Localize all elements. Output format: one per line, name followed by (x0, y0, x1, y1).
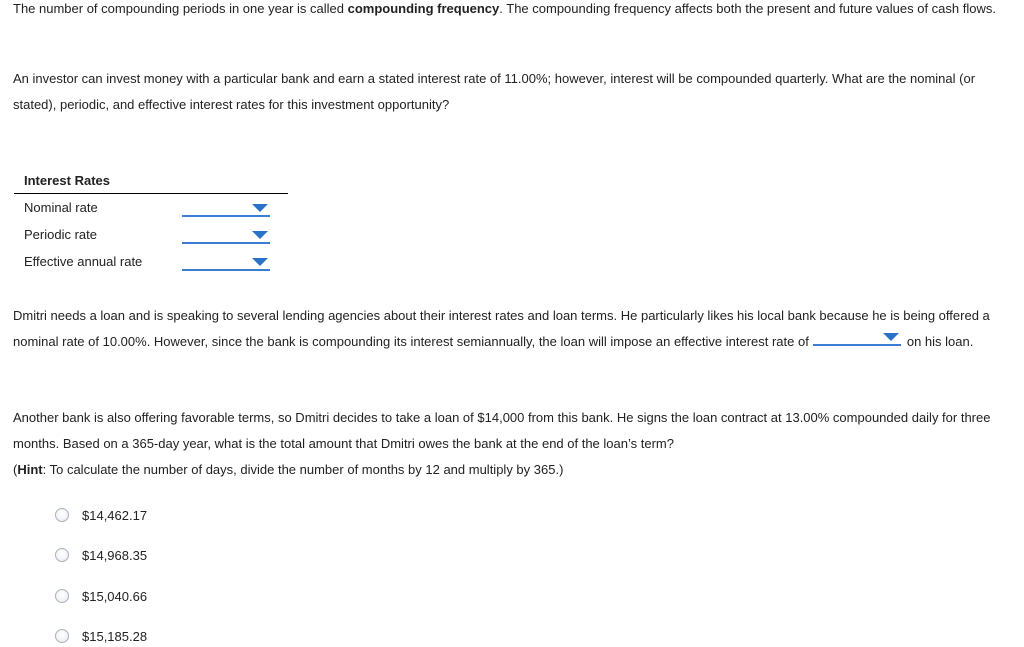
answer-option-label: $14,462.17 (82, 508, 148, 523)
answer-option-label: $14,968.35 (82, 548, 148, 563)
radio-button[interactable] (55, 508, 69, 522)
answer-option-label: $15,185.28 (82, 629, 148, 644)
radio-button[interactable] (55, 629, 69, 643)
question1-text: An investor can invest money with a particular bank and earn a stated interest rate of 11.00%; however, interest will be compounded quarterly. What are the nominal (or stated), periodic, and effective interest rates for this investment opportunity? (13, 71, 976, 112)
chevron-down-icon (252, 204, 268, 212)
intro-text-end: . The compounding frequency affects both the present and future values of cash flows. (499, 1, 996, 16)
rate-label-periodic: Periodic rate (24, 227, 97, 242)
question2-text-end: on his loan. (906, 334, 974, 349)
hint-label: Hint (17, 462, 43, 477)
question2-paragraph (13, 303, 1003, 355)
intro-paragraph (13, 0, 1003, 22)
chevron-down-icon (252, 258, 268, 266)
intro-bold-term: compounding frequency (347, 1, 500, 16)
radio-button[interactable] (55, 589, 69, 603)
question3-text: Another bank is also offering favorable terms, so Dmitri decides to take a loan of $14,000 from this bank. He signs the loan contract at 13.00% compounded daily for three months. Based on a 365-day year, what is the total amount that Dmitri owes the bank at the end of the loan’s term? (13, 410, 991, 451)
chevron-down-icon (883, 333, 899, 341)
hint-text: : To calculate the number of days, divide the number of months by 12 and multiply by 365.) (42, 462, 564, 477)
radio-button[interactable] (55, 548, 69, 562)
hint-open-paren: ( (13, 462, 18, 477)
interest-rates-table (14, 170, 288, 275)
rate-row-periodic (14, 221, 288, 248)
rate-row-nominal (14, 194, 288, 221)
periodic-rate-dropdown[interactable] (182, 224, 270, 244)
rate-label-effective: Effective annual rate (24, 254, 143, 269)
interest-rates-header: Interest Rates (14, 170, 288, 194)
question3-paragraph (13, 405, 1003, 483)
rate-row-effective (14, 248, 288, 275)
effective-rate-inline-dropdown[interactable] (813, 330, 901, 346)
intro-text: The number of compounding periods in one year is called (13, 1, 348, 16)
nominal-rate-dropdown[interactable] (182, 197, 270, 217)
chevron-down-icon (252, 231, 268, 239)
effective-rate-dropdown[interactable] (182, 251, 270, 271)
question2-text: Dmitri needs a loan and is speaking to several lending agencies about their interest rates and loan terms. He particularly likes his local bank because he is being offered a nominal rate of 10.00%. However, since the bank is compounding its interest semiannually, the loan will impose an effective interest rate of (13, 308, 990, 349)
answer-option-label: $15,040.66 (82, 589, 148, 604)
rate-label-nominal: Nominal rate (24, 200, 98, 215)
